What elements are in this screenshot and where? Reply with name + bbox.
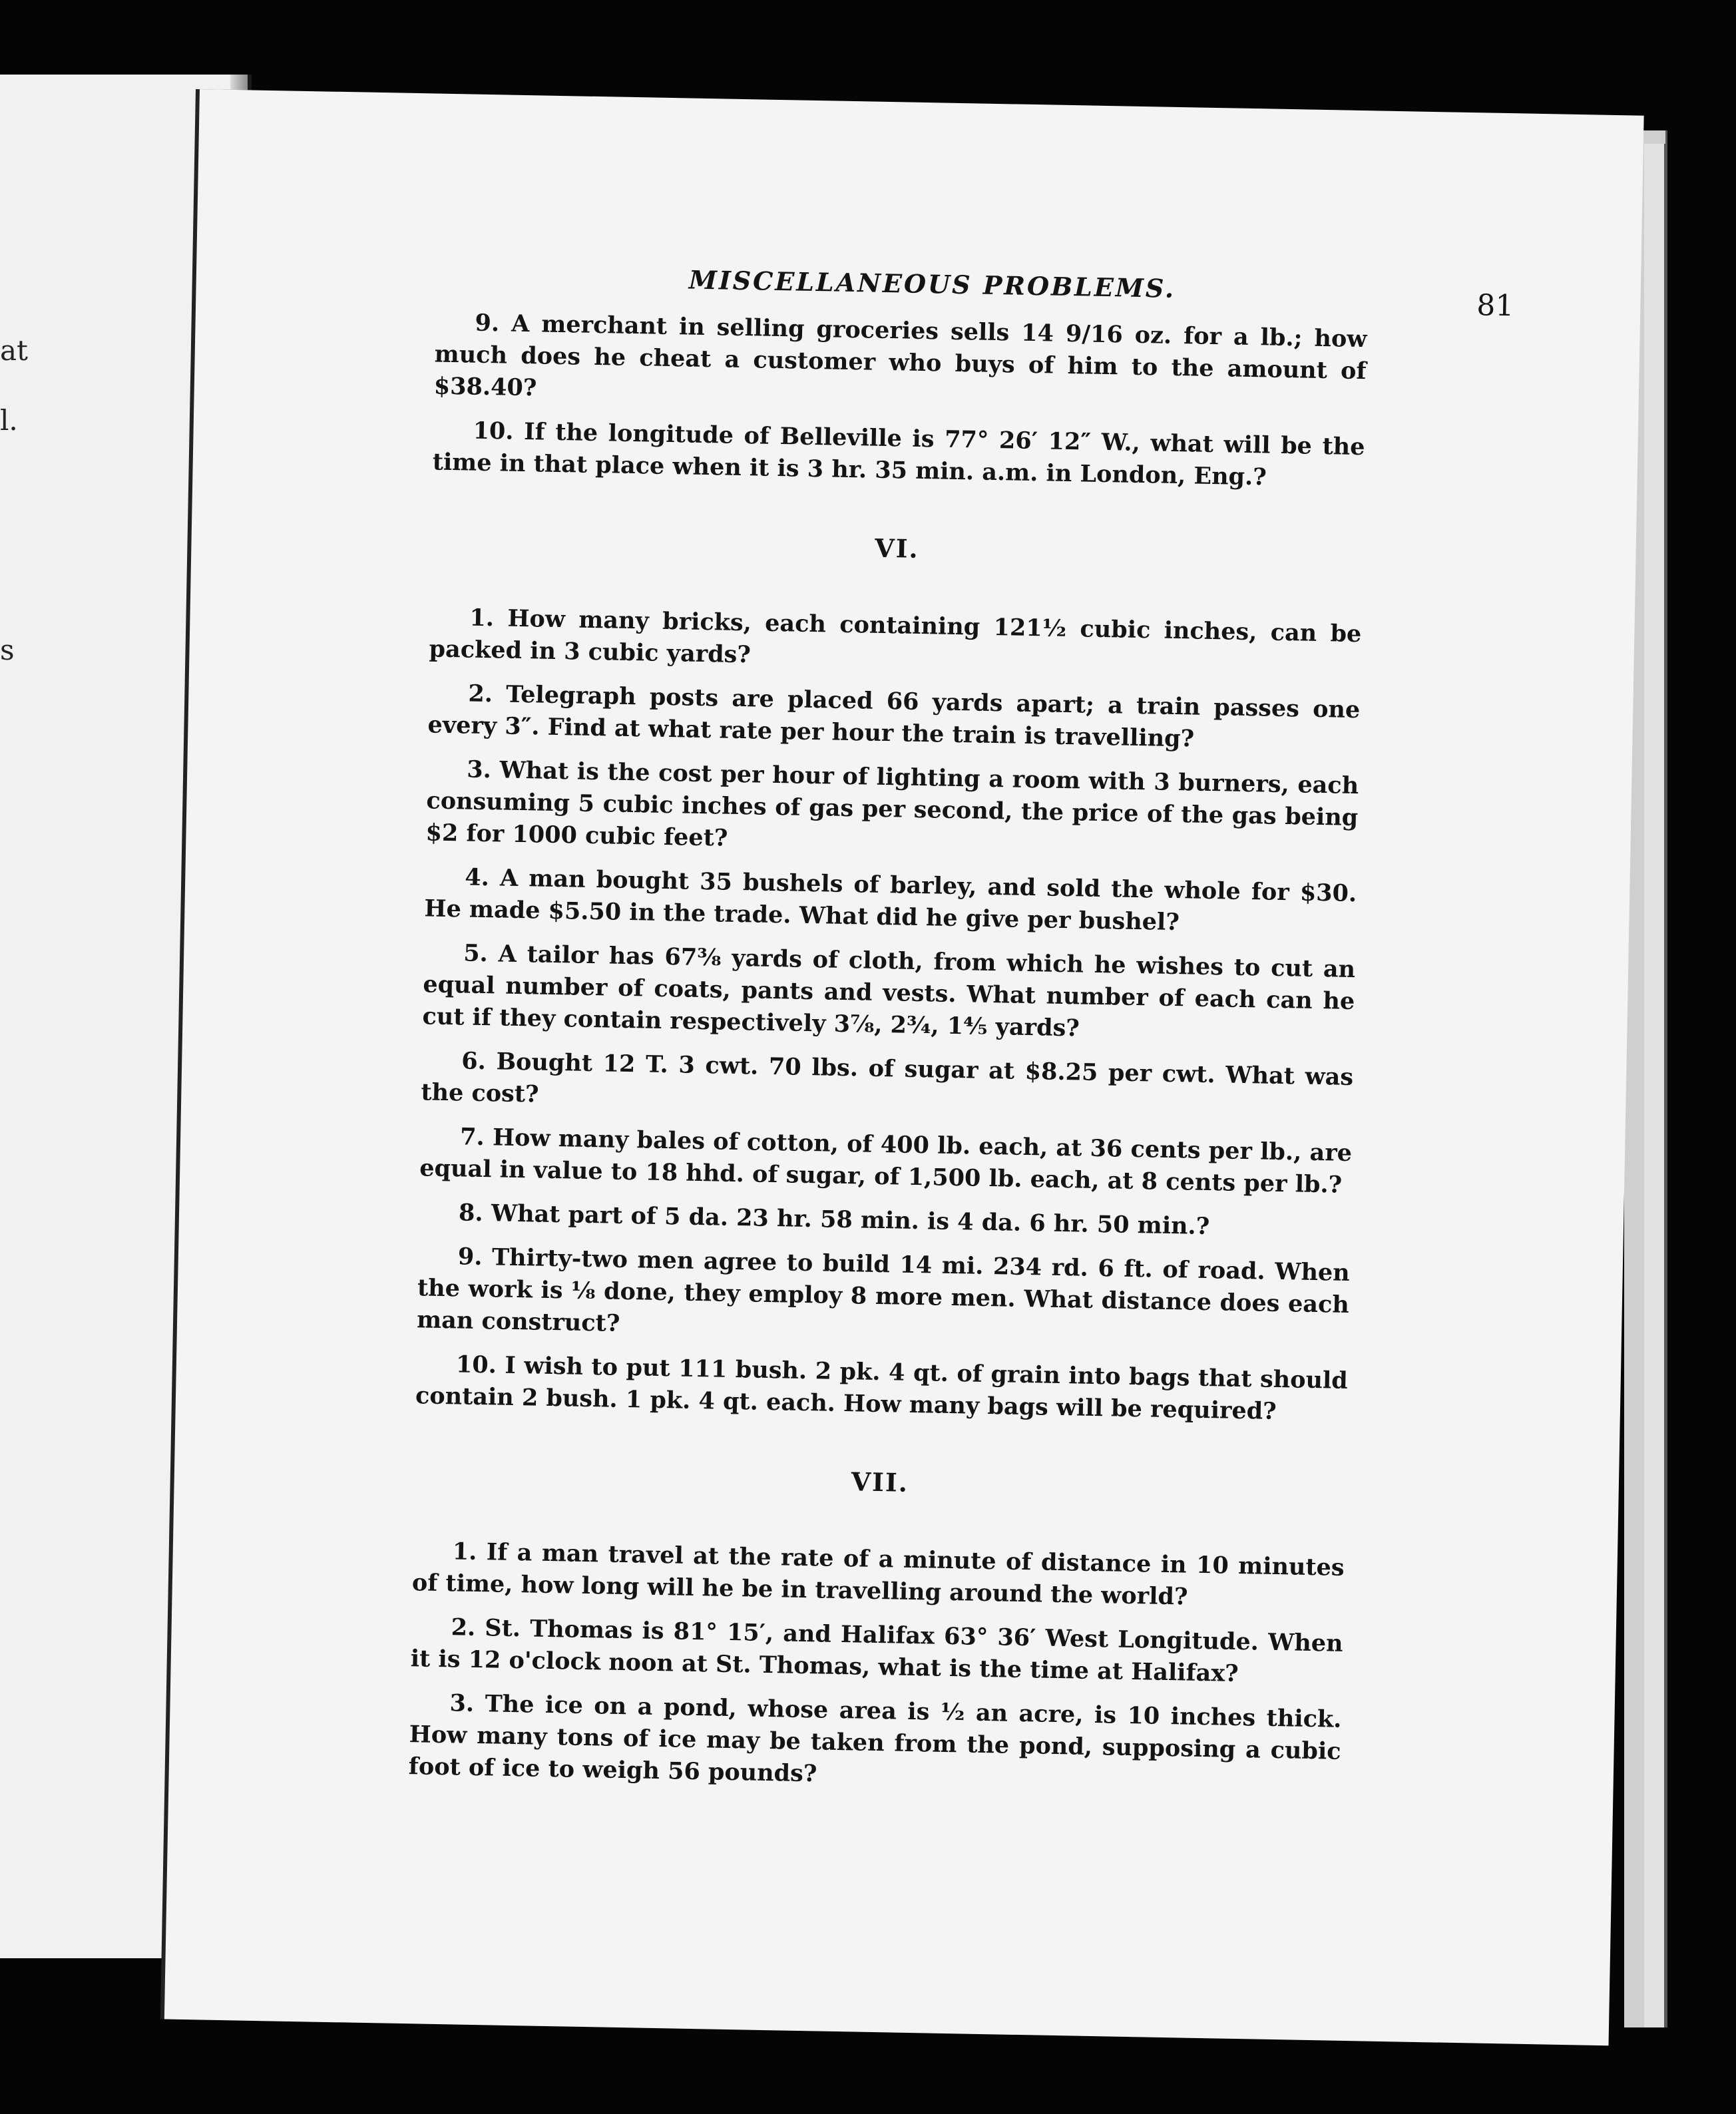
problem: 8. What part of 5 da. 23 hr. 58 min. is 4 da. 6 hr. 50 min.?	[458, 1199, 1210, 1241]
book-page-edges	[1644, 144, 1666, 2027]
problem: 4. A man bought 35 bushels of barley, and sold the whole for $30. He made $5.50 in the trade. What did he give per bushel?	[424, 863, 1357, 937]
problem: 10. I wish to put 111 bush. 2 pk. 4 qt. of grain into bags that should contain 2 bush. 1 pk. 4 qt. each. How many bags will be required?	[415, 1351, 1349, 1425]
problem: 3. What is the cost per hour of lighting a room with 3 burners, each consuming 5 cubic inches of gas per second, the price of the gas being $2 for 1000 cubic feet?	[425, 755, 1359, 852]
problem: 1. If a man travel at the rate of a minute of distance in 10 minutes of time, how long will he be in travelling around the world?	[411, 1538, 1345, 1611]
left-text-fragment: s	[0, 634, 15, 666]
problem: 10. If the longitude of Belleville is 77° 26′ 12″ W., what will be the time in that place when it is 3 hr. 35 min. a.m. in London, Eng.?	[432, 417, 1365, 491]
left-text-fragment: l.	[0, 404, 18, 437]
problem: 6. Bought 12 T. 3 cwt. 70 lbs. of sugar at $8.25 per cwt. What was the cost?	[421, 1047, 1354, 1108]
problem: 9. A merchant in selling groceries sells 14 9/16 oz. for a lb.; how much does he cheat a customer who buys of him to the amount of $38.40?	[433, 309, 1367, 402]
problem: 9. Thirty-two men agree to build 14 mi. 234 rd. 6 ft. of road. When the work is ⅛ done, they employ 8 more men. What distance does each man construct?	[416, 1243, 1351, 1337]
page-content	[408, 260, 1514, 1812]
section-heading: VII.	[851, 1466, 909, 1498]
problem: 7. How many bales of cotton, of 400 lb. each, at 36 cents per lb., are equal in value to 18 hhd. of sugar, of 1,500 lb. each, at 8 cents per lb.?	[419, 1123, 1353, 1199]
problem: 2. St. Thomas is 81° 15′, and Halifax 63° 36′ West Longitude. When it is 12 o'clock noon at St. Thomas, what is the time at Halifax?	[410, 1613, 1343, 1687]
problem: 3. The ice on a pond, whose area is ½ an acre, is 10 inches thick. How many tons of ice may be taken from the pond, supposing a cubic foot of ice to weigh 56 pounds?	[408, 1689, 1342, 1788]
page-number: 81	[1476, 288, 1514, 323]
problem: 2. Telegraph posts are placed 66 yards apart; a train passes one every 3″. Find at what rate per hour the train is travelling?	[427, 680, 1361, 753]
problem: 1. How many bricks, each containing 121½ cubic inches, can be packed in 3 cubic yards?	[429, 604, 1362, 669]
left-text-fragment: at	[0, 334, 28, 367]
book-page	[164, 89, 1644, 2045]
running-title: MISCELLANEOUS PROBLEMS.	[688, 264, 1176, 304]
section-heading: VI.	[874, 532, 920, 564]
problem: 5. A tailor has 67⅜ yards of cloth, from which he wishes to cut an equal number of coats, pants and vests. What number of each can he cut if they contain respectively 3⅞, 2¾, 1⅘ yards?	[422, 939, 1356, 1042]
